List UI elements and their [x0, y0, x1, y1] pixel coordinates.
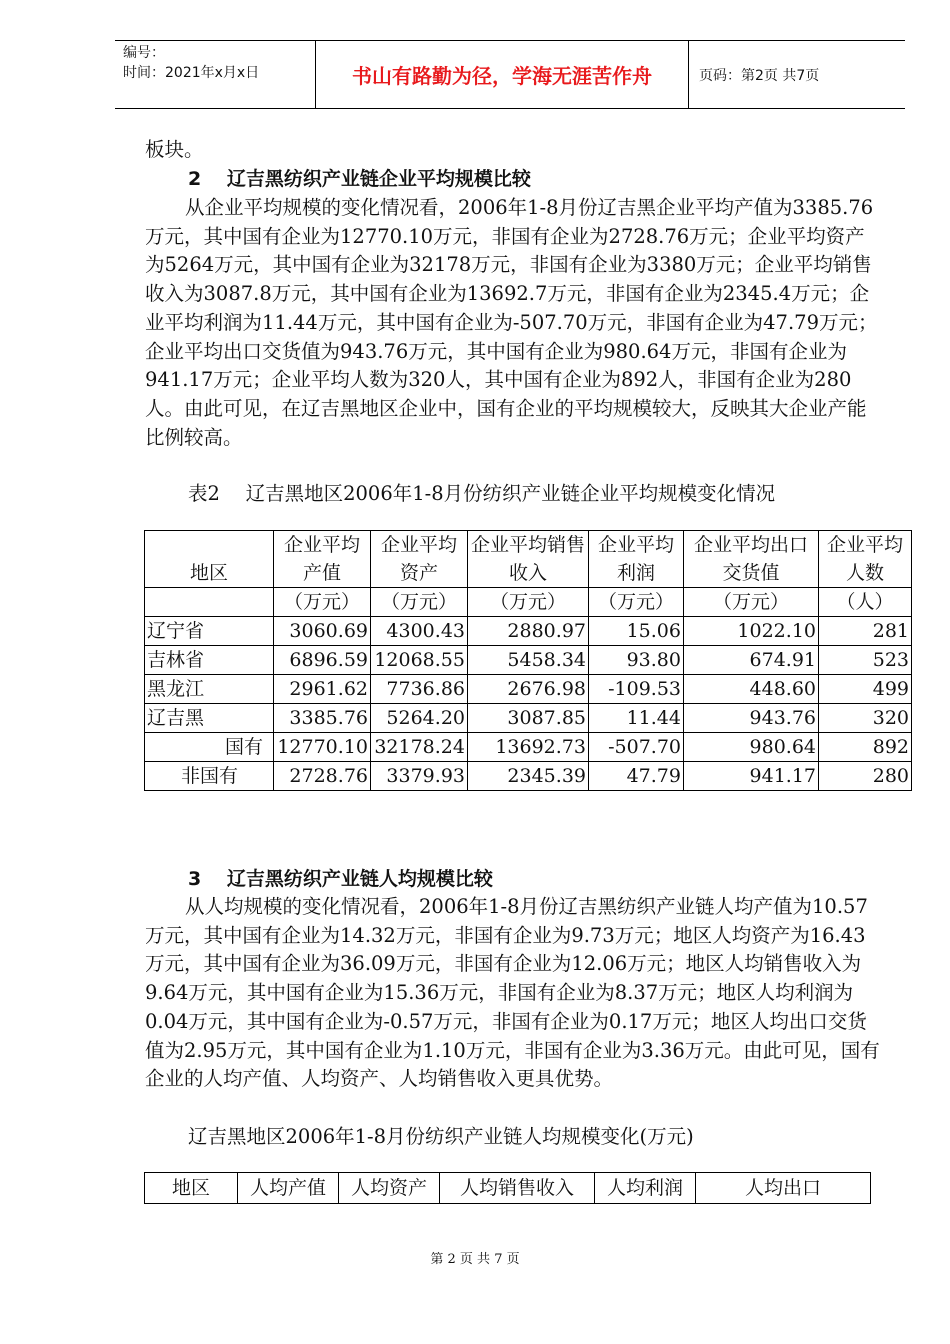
unit-cell: （人）	[819, 588, 912, 617]
page-header	[115, 40, 905, 109]
value-cell: 2880.97	[468, 617, 589, 646]
unit-cell: （万元）	[589, 588, 684, 617]
per-capita-table	[144, 1172, 871, 1204]
table-row	[145, 617, 912, 646]
unit-cell: （万元）	[684, 588, 819, 617]
value-cell: 941.17	[684, 762, 819, 791]
value-cell: 11.44	[589, 704, 684, 733]
unit-cell: （万元）	[468, 588, 589, 617]
section-heading-2: 2 辽吉黑纺织产业链企业平均规模比较	[188, 168, 531, 190]
value-cell: 2676.98	[468, 675, 589, 704]
value-cell: 93.80	[589, 646, 684, 675]
header-cell: 企业平均资产	[371, 531, 468, 588]
value-cell: 6896.59	[274, 646, 371, 675]
value-cell: 5264.20	[371, 704, 468, 733]
value-cell: -109.53	[589, 675, 684, 704]
region-cell: 黑龙江	[145, 675, 274, 704]
value-cell: 3385.76	[274, 704, 371, 733]
table-row	[145, 704, 912, 733]
region-cell: 国有	[145, 733, 274, 762]
region-cell: 吉林省	[145, 646, 274, 675]
table-header-row	[145, 531, 912, 588]
header-cell: 企业平均出口交货值	[684, 531, 819, 588]
region-cell: 辽吉黑	[145, 704, 274, 733]
doc-number: 编号：	[123, 45, 165, 61]
value-cell: 13692.73	[468, 733, 589, 762]
value-cell: 320	[819, 704, 912, 733]
value-cell: 12770.10	[274, 733, 371, 762]
header-cell: 企业平均产值	[274, 531, 371, 588]
unit-blank	[145, 588, 274, 617]
table-unit-row	[145, 588, 912, 617]
header-cell: 人均销售收入	[440, 1173, 595, 1204]
value-cell: 3060.69	[274, 617, 371, 646]
paragraph-per-capita: 从人均规模的变化情况看，2006年1-8月份辽吉黑纺织产业链人均产值为10.57万元，其中国有企业为14.32万元，非国有企业为9.73万元；地区人均资产为16.43万元，其中国有企业为36.09万元，非国有企业为12.06万元；地区人均销售收入为9.64万元，其中国有企业为15.36万元，非国有企业为8.37万元；地区人均利润为0.04万元，其中国有企业为-0.57万元，非国有企业为0.17万元；地区人均出口交货值为2.95万元，其中国有企业为1.10万元，非国有企业为3.36万元。由此可见，国有企业的人均产值、人均资产、人均销售收入更具优势。	[145, 895, 880, 1091]
header-cell: 企业平均利润	[589, 531, 684, 588]
paragraph-fragment: 板块。	[145, 138, 204, 161]
value-cell: 980.64	[684, 733, 819, 762]
header-motto	[315, 41, 689, 108]
header-cell: 企业平均销售收入	[468, 531, 589, 588]
header-region: 地区	[145, 531, 274, 588]
header-page-info: 页码：第2页 共7页	[699, 67, 820, 84]
avg-scale-table	[144, 530, 912, 791]
header-cell: 人均产值	[238, 1173, 339, 1204]
value-cell: 47.79	[589, 762, 684, 791]
value-cell: 1022.10	[684, 617, 819, 646]
doc-date: 时间：2021年x月x日	[123, 65, 260, 81]
value-cell: 5458.34	[468, 646, 589, 675]
table1-caption: 表2 辽吉黑地区2006年1-8月份纺织产业链企业平均规模变化情况	[188, 482, 776, 505]
region-cell: 辽宁省	[145, 617, 274, 646]
value-cell: 32178.24	[371, 733, 468, 762]
header-cell: 地区	[145, 1173, 238, 1204]
value-cell: 943.76	[684, 704, 819, 733]
region-cell: 非国有	[145, 762, 274, 791]
section-heading-3: 3 辽吉黑纺织产业链人均规模比较	[188, 868, 493, 890]
value-cell: 7736.86	[371, 675, 468, 704]
header-meta	[115, 41, 315, 108]
unit-cell: （万元）	[371, 588, 468, 617]
value-cell: 892	[819, 733, 912, 762]
motto-text: 书山有路勤为径，学海无涯苦作舟	[352, 64, 652, 88]
value-cell: 499	[819, 675, 912, 704]
header-cell: 人均出口	[696, 1173, 871, 1204]
table-row	[145, 646, 912, 675]
value-cell: 15.06	[589, 617, 684, 646]
value-cell: 281	[819, 617, 912, 646]
header-cell: 人均资产	[339, 1173, 440, 1204]
table2-caption: 辽吉黑地区2006年1-8月份纺织产业链人均规模变化(万元)	[188, 1125, 694, 1148]
value-cell: 2728.76	[274, 762, 371, 791]
value-cell: 3087.85	[468, 704, 589, 733]
value-cell: -507.70	[589, 733, 684, 762]
value-cell: 2345.39	[468, 762, 589, 791]
value-cell: 280	[819, 762, 912, 791]
value-cell: 4300.43	[371, 617, 468, 646]
value-cell: 2961.62	[274, 675, 371, 704]
header-cell: 企业平均人数	[819, 531, 912, 588]
table-row	[145, 675, 912, 704]
header-cell: 人均利润	[595, 1173, 696, 1204]
table-header-row	[145, 1173, 871, 1204]
paragraph-avg-scale: 从企业平均规模的变化情况看，2006年1-8月份辽吉黑企业平均产值为3385.76万元，其中国有企业为12770.10万元，非国有企业为2728.76万元；企业平均资产为5264万元，其中国有企业为32178万元，非国有企业为3380万元；企业平均销售收入为3087.8万元，其中国有企业为13692.7万元，非国有企业为2345.4万元；企业平均利润为11.44万元，其中国有企业为-507.70万元，非国有企业为47.79万元；企业平均出口交货值为943.76万元，其中国有企业为980.64万元，非国有企业为941.17万元；企业平均人数为320人，其中国有企业为892人，非国有企业为280人。由此可见，在辽吉黑地区企业中，国有企业的平均规模较大，反映其大企业产能比例较高。	[145, 196, 878, 449]
value-cell: 12068.55	[371, 646, 468, 675]
value-cell: 448.60	[684, 675, 819, 704]
value-cell: 3379.93	[371, 762, 468, 791]
table-row	[145, 762, 912, 791]
value-cell: 523	[819, 646, 912, 675]
unit-cell: （万元）	[274, 588, 371, 617]
page-footer: 第 2 页 共 7 页	[430, 1252, 520, 1267]
table-row	[145, 733, 912, 762]
value-cell: 674.91	[684, 646, 819, 675]
